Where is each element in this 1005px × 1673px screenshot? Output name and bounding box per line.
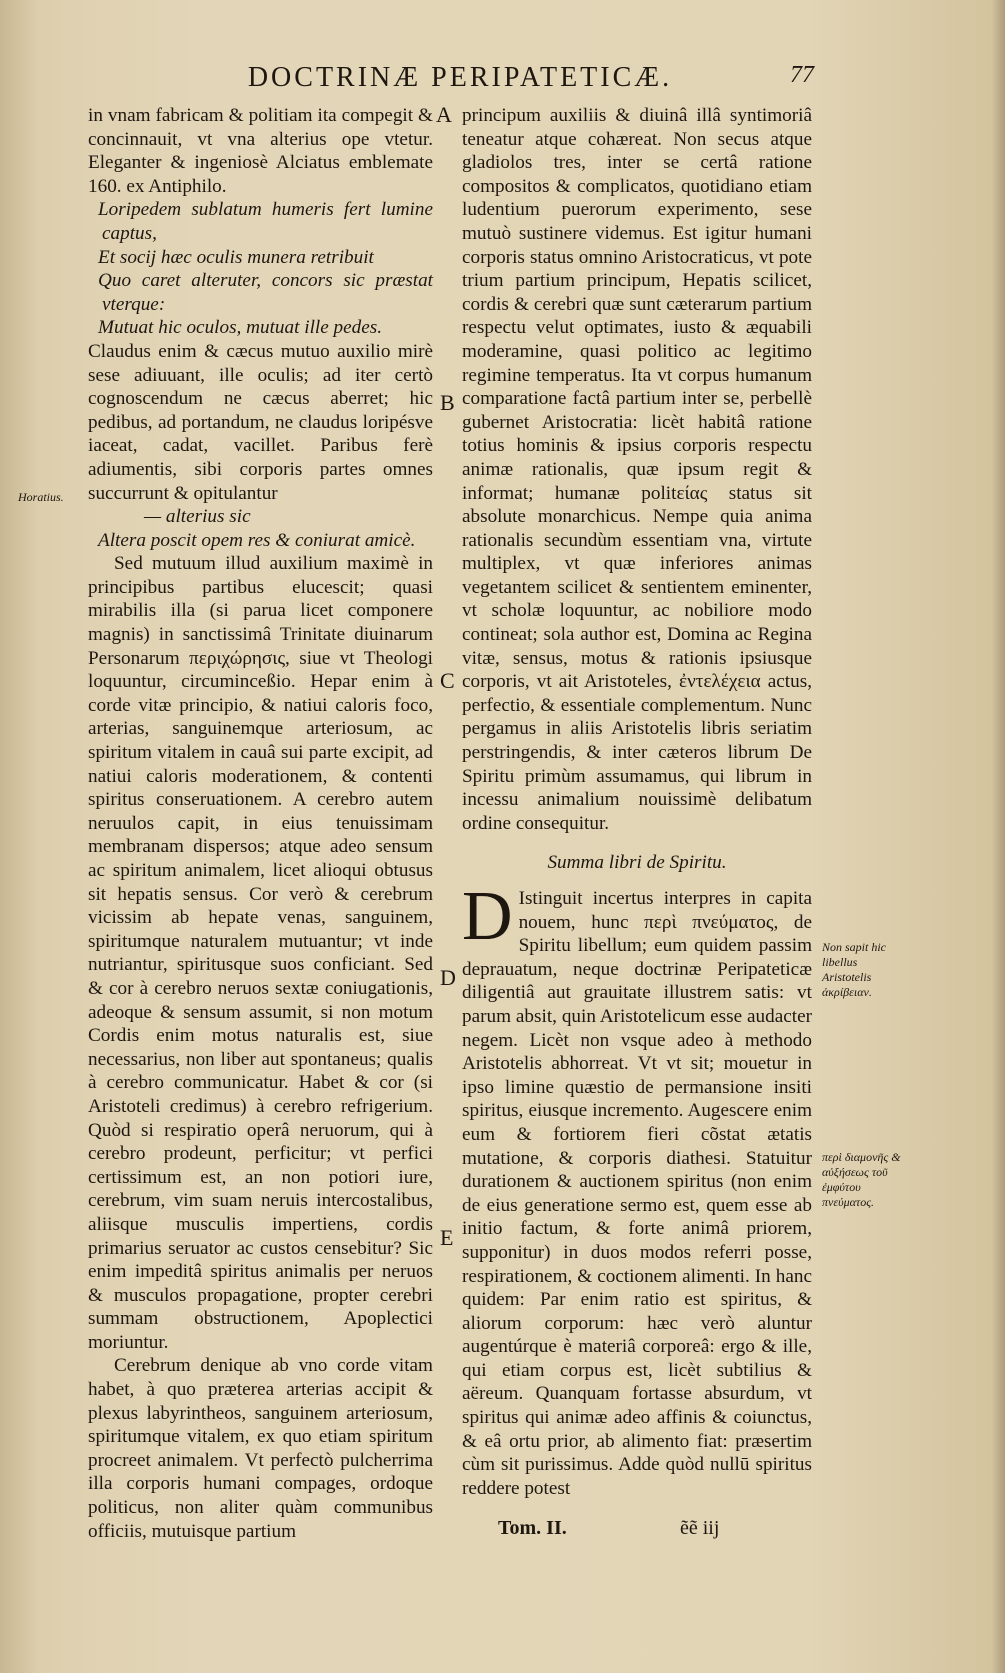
page-number: 77 [790, 62, 814, 88]
right-column [462, 104, 812, 1500]
running-head: DOCTRINÆ PERIPATETICÆ. [247, 62, 673, 93]
marker-c: C [440, 668, 455, 693]
margin-note-horatius: Horatius. [18, 490, 64, 504]
verse-line: Loripedem sublatum humeris fert lumine captus, [98, 199, 433, 244]
verse-line: Quo caret alteruter, concors sic præstat vterque: [98, 270, 433, 315]
verse-horatius [88, 505, 433, 552]
footer-signature: ẽẽ iij [680, 1517, 720, 1539]
verse-alciatus [88, 198, 433, 340]
left-column [88, 104, 433, 1543]
margin-note-libellus: Non sapit hic libellus Aristotelis ἀκρίβειαν. [822, 940, 887, 999]
left-paragraph-1: in vnam fabricam & politiam ita compegit & concinnauit, vt vna alterius ope vtetur. Eleganter & ingeniosè Alciatus emblemate 160. ex Antiphilo. [88, 105, 433, 197]
marker-d: D [440, 965, 456, 990]
right-paragraph-2 [462, 878, 812, 1500]
marker-e: E [440, 1225, 454, 1250]
right-paragraph-1: principum auxiliis & diuinâ illâ syntimoriâ teneatur atque cohæreat. Non secus atque gladiolos tres, inter se certâ ratione compositos & complicatos, quotidiano etiam ludentium puerorum experimento, sese mutuò sustinere videmus. Est igitur humani corporis status omnino Aristocraticus, vt pote trium partium principum, Hepatis scilicet, cordis & cerebri quæ sunt cæterarum partium respectu velut optimates, iusto & æquabili moderamine, quasi politico ac legitimo regimine temperatus. Ita vt corpus humanum comparatione factâ partium inter se, perbellè gubernet Aristocratia: licèt habitâ ratione totius hominis & ipsius corporis respectu animæ rationalis, quæ ipsum regit & informat; humanæ politείας status sit absolute monarchicus. Nempe quia anima rationalis secundùm essentiam vna, virtute multiplex, vt quæ inferiores animas vegetantem scilicet & sentientem eminenter, vt scholæ loquuntur, ac nobiliore modo contineat; sola author est, Domina ac Regina vitæ, sensus, motus & rationis ipsiusque corporis, vt ait Aristoteles, ἐντελέχεια actus, perfectio, & essentiale complementum. Nunc pergamus in aliis Aristotelis libris seriatim perstringendis, & inter cæteros librum De Spiritu primùm assumamus, qui librum in incessu animalium nouissimè delibatum ordine consequitur. [462, 105, 812, 834]
left-paragraph-2: Claudus enim & cæcus mutuo auxilio mirè sese adiuuant, ille oculis; ad iter certò cognoscendum ne cæcus aberret; hic pedibus, ad portandum, ne claudus loripésve iaceat, cadat, vacillet. Paribus ferè adiumentis, sibi corporis partes omnes succurrunt & opitulantur [88, 340, 433, 504]
left-paragraph-4: Cerebrum denique ab vno corde vitam habet, à quo præterea arterias accipit & plexus labyrintheos, sanguinem arteriosum, spiritumque vitalem, ex quo etiam spiritum procreet animalem. Vt perfectò pulcherrima illa corporis humani compages, ordoque politicus, non aliter quàm communibus officiis, mutuisque partium [88, 1355, 433, 1542]
margin-note-greek: περὶ διαμονῆς & αὐξήσεως τοῦ ἐμφύτου πνεύματος. [822, 1150, 901, 1209]
verse-line: — alterius sic [144, 506, 251, 528]
verse-line: Et socij hæc oculis munera retribuit [98, 246, 374, 268]
marker-a: A [436, 102, 452, 127]
left-paragraph-3: Sed mutuum illud auxilium maximè in principibus partibus elucescit; quasi mirabilis illa (si parua licet componere magnis) in sanctissimâ Trinitate diuinarum Personarum περιχώρησις, siue vt Theologi loquuntur, circuminceßio. Hepar enim à corde vitæ principio, & natiui caloris foco, arterias, sanguinemque arteriosum, ac spiritum vitalem in cauâ sui parte excipit, ad natiui caloris moderationem, & contenti spiritus conseruationem. A cerebro autem neruulos capit, in eius tenuissimam membranam dispersos; atque adeo sensum ac spiritum animalem, licet alioqui obtusus sit hepatis sensus. Cor verò & cerebrum vicissim ab hepate venas, sanguinem, spiritumque naturalem mutuantur; vt inde nutriantur, spiritusque suos conficiant. Sed & cor à cerebro neruos sextæ coniugationis, adeoque & sensum assumit, si non motum Cordis enim motus naturalis est, siue necessarius, non liber aut spontaneus; qualis à cerebro communicatur. Habet & cor (si Aristoteli credimus) à cerebro refrigerium. Quòd si respiratio operâ neruorum, qui à cerebro prodeunt, perficitur; vt perfici certissimum est, an non potiori iure, cerebrum, vim suam neruis intercostalibus, aliisque musculis impertiens, cordis primarius seruator ac custos censebitur? Sic enim impeditâ spiritus animalis per neruos & musculos propagatione, propter cerebri summam obstructionem, Apoplectici moriuntur. [88, 553, 433, 1353]
right-paragraph-2-text: Istinguit incertus interpres in capita nouem, hunc περὶ πνεύματος, de Spiritu libellum; eum quidem passim deprauatum, neque doctrinæ Peripateticæ diligentiâ aut grauitate illustrem satis: vt parum absit, quin Aristotelicum esse audacter negem. Licèt non vsque adeo à methodo Aristotelis abhorreat. Vt vt sit; mouetur in ipso limine quæstio de permansione insiti spiritus, eiusque incremento. Augescere enim eum & fortiorem fieri cõstat ætatis mutatione, & corporis diathesi. Statuitur durationem & auctionem spiritus (non enim de eius generatione sermo est, quem esse ab initio factum, & forte animâ priorem, supponitur) in duos modos referri posse, respirationem, & coctionem alimenti. In hanc quidem: Par enim ratio est spiritus, & aliorum corporum: hæc verò aluntur augentúrque è materiâ corporeâ: ergo & ille, qui etiam corpus est, licèt subtilius & aëreum. Quanquam fortasse absurdum, vt spiritus qui animæ adeo affinis & coiunctus, & eâ ortu prior, ab alimento fiat: præsertim cùm sit purissimus. Adde quòd nullū spiritus reddere potest [462, 888, 812, 1499]
marker-b: B [440, 390, 455, 415]
verse-line: Mutuat hic oculos, mutuat ille pedes. [98, 317, 383, 339]
footer-volume: Tom. II. [498, 1517, 567, 1539]
verse-line: Altera poscit opem res & coniurat amicè. [98, 529, 416, 551]
drop-cap: D [462, 878, 513, 955]
section-heading: Summa libri de Spiritu. [547, 852, 727, 874]
